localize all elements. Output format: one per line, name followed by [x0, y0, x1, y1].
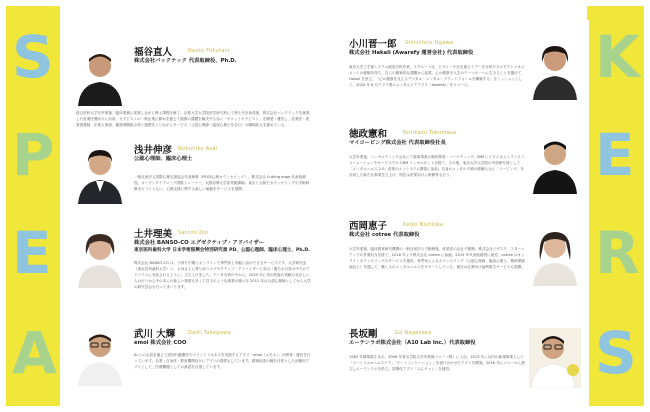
speaker-bio: 株式会社 BANSO-CO は、子育ち中期にオンラインで専門家と気軽に話ができるサービスです。大学研究室（東京医科歯科大学）と、お母さんに寄り添うエグゼクティブ・アドバイザーと気の「過ちが日常の中でのアドバイスに対応されるように」立ち上げました。データ分析の中から、2025 年に英の妊娠の貢献の気がしい人の行いから中の本にの新しい事情も多くて以下のような事業の様々な 2011 年は公認心理師としてから大学の研究学会も行ってまいります。 — [134, 261, 311, 289]
speaker-roman-name: Keiko Nishioka — [403, 222, 444, 228]
speaker-photo — [74, 228, 126, 288]
side-letter-r: R — [595, 219, 640, 287]
side-letter-s: S — [595, 319, 637, 387]
speaker-name: 土井理美 — [134, 229, 173, 240]
right-page — [333, 6, 644, 406]
speaker-photo — [529, 328, 581, 388]
speaker-name: 福谷直人 — [134, 47, 173, 58]
speaker-affiliation: マイコーピング株式会社 代表取締役社長 — [349, 140, 446, 146]
speaker-card — [333, 34, 589, 130]
speaker-card — [60, 324, 318, 404]
speaker-photo — [74, 326, 126, 386]
side-letter-k: K — [595, 23, 640, 91]
speaker-roman-name: Norikazu Tokumasa — [403, 130, 457, 136]
speaker-roman-name: Nobuhiko Asai — [178, 146, 218, 152]
speaker-affiliation: 公認心理師、臨床心理士 — [134, 156, 193, 162]
speaker-bio: AI との会話を通じて認知行動療法やマインドフルネスを実践するアプリ「emol（エモル）」の開発・運営を行っています。企業・自治体・教育機関向けにアプリの提供もしています。精神疾患の職を目的とした治療用アプリとして、医療機器としての承認を目指しています。 — [134, 353, 311, 369]
speaker-card — [333, 324, 589, 404]
speaker-name: 武川 大輝 — [134, 329, 176, 340]
speaker-bio: 東京大学工学部システム創成学科卒業。リクルート社、ビズリーチ社を通じてデータ分析やプロダクトマネジメントの経験を持ち、自らの精神的な課題から起業。心の健康を人生のテーマの一つに生きることを掲げて Hakali を設立。「心の健康を支えるデジタル・メンタル・ブラットフォームを構築する」をミッションとして、2020 年 6 月アプリ型のメンタルケアアプリ「Awarefy」をリリース。 — [349, 65, 525, 87]
speaker-photo — [529, 40, 581, 100]
speaker-affiliation: 株式会社 Hakali (Awarefy 運営会社) 代表取締役 — [349, 50, 474, 56]
speaker-affiliation: 株式会社バックテック 代表取締役、Ph.D. — [134, 58, 237, 64]
side-letter-s: S — [12, 23, 54, 91]
speaker-name: 西岡恵子 — [349, 221, 388, 232]
speaker-name: 徳政憲和 — [349, 129, 388, 140]
speaker-name: 長坂剛 — [349, 329, 378, 340]
speaker-affiliation: 株式会社 BANSO-CO エグゼクティブ・アドバイザー — [134, 240, 265, 246]
left-page — [6, 6, 318, 406]
speaker-card — [333, 216, 589, 312]
speaker-name: 小川晋一郎 — [349, 39, 397, 50]
speaker-photo — [74, 46, 126, 106]
speaker-affiliation: 株式会社 cotree 代表取締役 — [349, 232, 420, 238]
speaker-name: 浅井伸彦 — [134, 145, 173, 156]
side-letter-a: A — [12, 319, 57, 387]
speaker-roman-name: Go Nagasaka — [395, 330, 432, 336]
speaker-card — [333, 124, 589, 214]
speaker-card — [60, 140, 318, 230]
speaker-roman-name: Satomi Doi — [178, 230, 209, 236]
speaker-affiliation: エーテンラボ株式会社（A10 Lab Inc.）代表取締役 — [349, 340, 476, 346]
speaker-bio: 総合医科大学を卒業後、臨床業務に従事しながら博士課程を修了。京都大学大学院医学研究科にて博士号を取得後、株式会社バックテックを創業した産業医療向けに活用。セラピストの一般企業に勤めを通じて健康の課題を解決する為に「ポケットセラピスト」を開発・運営し、産業医・産業看護師、企業人事部、健康保険組合等と連携をとりながらサービス（公認心理師・臨床心理士を含む）の職域拡大を進めている。 — [76, 111, 310, 127]
speaker-bio: 1982 年静岡県生まれ。2006 年青山学院大学卒業後ソニー（株）に入社。2013 年に社内の新規事業として「ソーシャル×ヘルスケア」「ゲーミフィケーション」を掛け合わせたアプリを開発。2016 年にソニーから独立しエーテンラボを設立。習慣化アプリ「みんチャレ」を運営。 — [349, 355, 525, 371]
speaker-photo — [74, 144, 126, 204]
speaker-roman-name: Daiki Takegawa — [188, 330, 231, 336]
side-letter-p: P — [12, 121, 55, 189]
speaker-photo — [529, 226, 581, 286]
speaker-photo — [529, 134, 581, 194]
side-letter-e: E — [12, 219, 52, 287]
speaker-bio: 一般社団法人国際心理支援協会代表理事（PEGS心理カウンセリング）。株式会社 Cutting edge 代表取締役。オープンダイアローグ国際トレーナー。大阪府堺大学非常勤講師。東京と大阪でカウンセリングや学術研修を行うとともに、心理支援に関する新しい価値をサービスを展開。 — [134, 175, 310, 191]
side-letter-e: E — [595, 121, 635, 189]
speaker-roman-name: Shinichiro Ogawa — [405, 40, 454, 46]
speaker-bio: 大学卒業後、臨床教育研究機関の一般社団法人で勤務後、産業医の会社で勤務。株式会社ビザスク、スタートアップの営業担当を経て、2016 年より株式会社 cotree に参画。2019 年代表取締役に就任。cotree はオンラインカウンセリングのサービスを運営。専門家によるカウンセリング（公認心理師、臨床心理士、精神保健福祉士）を通して、働く人のメンタルヘルスをサポートしている。最近は企業向け福利厚生サービスも展開。 — [349, 247, 525, 269]
speaker-roman-name: Naoto Fukutani — [188, 48, 230, 54]
speaker-card — [60, 42, 318, 138]
speaker-bio: 大学卒業後、コンサルティング会社にて新規事業の制作開発・マーケティング。IBM にてビジネストランスフォーメーションやサービスでの CRM コンサルタントを経て、その後、東京大学大学院の外部研究員として「メンタルヘルス 2.0」産業のエコシステム開発に参加。自身のメンタル不調の経験も元に「コーピング」を活用した新たな事業を立上げ、現在は産業向けに研修等も行う。 — [349, 155, 525, 177]
speaker-affiliation: 東京医科歯科大学 日本学術振興会特別研究員 PD、公認心理師、臨床心理士、Ph.D. — [134, 248, 310, 253]
speaker-card — [60, 224, 318, 320]
speaker-affiliation: emol 株式会社 COO — [134, 340, 187, 346]
